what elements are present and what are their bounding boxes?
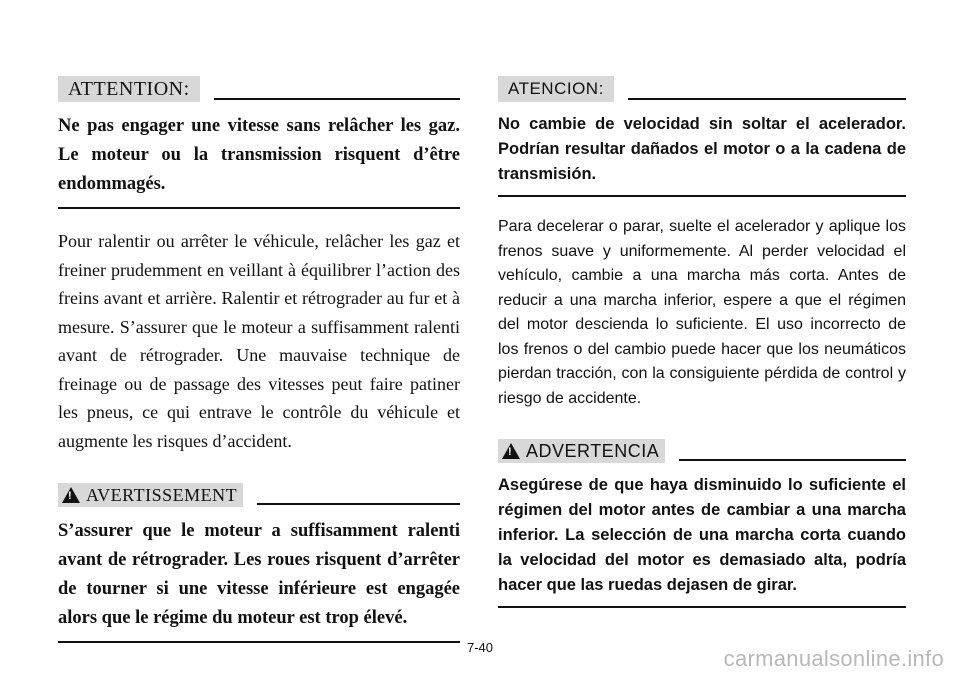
- attention-text: Ne pas engager une vitesse sans relâcher les gaz. Le moteur ou la transmission risquent d’être endommagés.: [58, 116, 460, 194]
- warning-text: S’assurer que le moteur a suffisamment ralenti avant de rétrograder. Les roues risquent d’arrêter de tourner si une vitesse inférieure est engagée alors que le régime du moteur est trop élevé.: [58, 521, 460, 628]
- attention-header: [58, 72, 460, 102]
- warning-header: [58, 477, 460, 507]
- french-column: [58, 72, 460, 643]
- warning-header: [498, 433, 906, 463]
- page-number: 7-40: [466, 640, 494, 655]
- section-rule: [498, 195, 906, 197]
- warning-label: ADVERTENCIA: [526, 440, 660, 461]
- attention-text: No cambie de velocidad sin soltar el acelerador. Podrían resultar dañados el motor o a la cadena de transmisión.: [498, 115, 906, 183]
- attention-label: ATTENTION:: [58, 76, 200, 102]
- warning-badge: [58, 483, 243, 507]
- body-text: Pour ralentir ou arrêter le véhicule, relâcher les gaz et freiner prudemment en veillant à équilibrer l’action des freins avant et arrière. Ralentir et rétrograder au fur et à mesure. S’assurer que le moteur a suffisamment ralenti avant de rétrograder. Une mauvaise technique de freinage ou de passage des vitesses peut faire patiner les pneus, ce qui entrave le contrôle du véhicule et augmente les risques d’accident.: [58, 231, 460, 451]
- warning-label: AVERTISSEMENT: [86, 484, 238, 505]
- warning-triangle-icon: [62, 487, 80, 503]
- header-rule: [679, 459, 906, 461]
- body-text: Para decelerar o parar, suelte el acelerador y aplique los frenos suave y uniformemente. Al perder velocidad el vehículo, cambie a una marcha más corta. Antes de reducir a una marcha inferior, espere a que el régimen del motor descienda lo suficiente. El uso incorrecto de los frenos o del cambio puede hacer que los neumáticos pierdan tracción, con la consiguiente pérdida de control y riesgo de accidente.: [498, 218, 906, 407]
- attention-header: [498, 72, 906, 102]
- header-rule: [214, 98, 460, 100]
- warning-badge: [498, 439, 665, 463]
- attention-label: ATENCION:: [498, 76, 614, 102]
- section-rule: [498, 606, 906, 608]
- watermark: carmanualsonline.info: [723, 646, 944, 671]
- section-rule: [58, 207, 460, 209]
- warning-text: Asegúrese de que haya disminuido lo suficiente el régimen del motor antes de cambiar a una marcha inferior. La selección de una marcha corta cuando la velocidad del motor es demasiado alta, podría hacer que las ruedas dejasen de girar.: [498, 476, 906, 594]
- warning-triangle-icon: [502, 443, 520, 459]
- spanish-column: [498, 72, 906, 608]
- header-rule: [628, 98, 906, 100]
- header-rule: [257, 503, 460, 505]
